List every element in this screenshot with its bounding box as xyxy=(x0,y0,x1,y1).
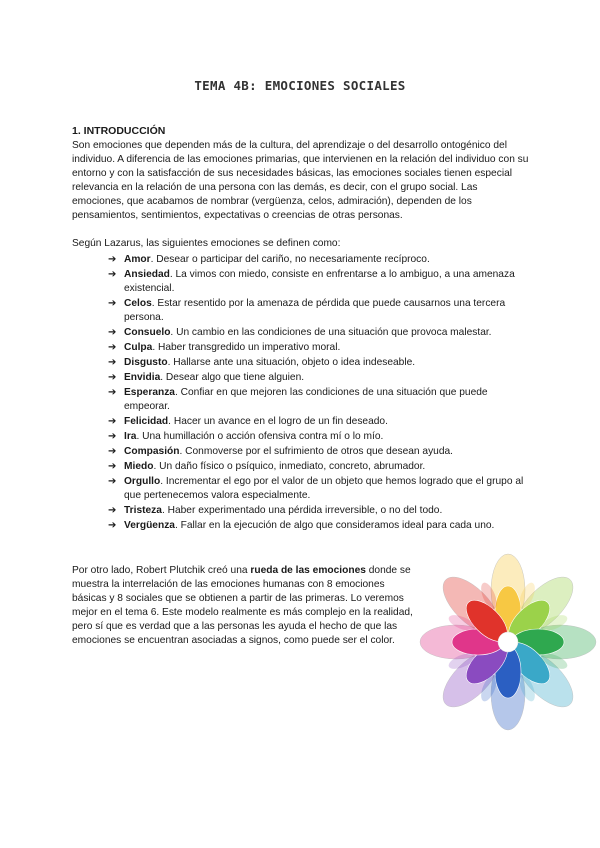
definition-term: Tristeza xyxy=(124,505,162,516)
definition-item xyxy=(108,356,532,370)
definition-term: Vergüenza xyxy=(124,520,175,531)
lazarus-intro: Según Lazarus, las siguientes emociones se definen como: xyxy=(72,238,341,249)
definition-text: . Desear o participar del cariño, no necesariamente recíproco. xyxy=(150,254,430,265)
arrow-icon: ➔ xyxy=(108,327,117,338)
plutchik-section xyxy=(72,564,414,648)
definition-item xyxy=(108,386,532,414)
definition-term: Amor xyxy=(124,254,151,265)
section-heading: 1. INTRODUCCIÓN xyxy=(72,125,166,137)
definition-item xyxy=(108,460,532,474)
definition-term: Esperanza xyxy=(124,387,175,398)
definition-text: . Confiar en que mejoren las condiciones de una situación que puede empeorar. xyxy=(124,387,488,412)
definition-item xyxy=(108,253,532,267)
arrow-icon: ➔ xyxy=(108,520,117,531)
definition-text: . Fallar en la ejecución de algo que consideramos ideal para cada uno. xyxy=(174,520,495,531)
definition-item xyxy=(108,504,532,518)
definition-term: Celos xyxy=(124,298,152,309)
definition-text: . Desear algo que tiene alguien. xyxy=(160,372,305,383)
definition-text: . La vimos con miedo, consiste en enfrentarse a lo ambiguo, a una amenaza existencial. xyxy=(124,269,515,294)
definition-term: Consuelo xyxy=(124,327,171,338)
definition-text: . Estar resentido por la amenaza de pérdida que puede causarnos una tercera persona. xyxy=(124,298,506,323)
definition-item xyxy=(108,519,532,533)
definition-item xyxy=(108,415,532,429)
intro-section xyxy=(72,124,532,534)
definition-item xyxy=(108,297,532,325)
definition-text: . Un daño físico o psíquico, inmediato, concreto, abrumador. xyxy=(153,461,426,472)
definition-text: . Un cambio en las condiciones de una situación que provoca malestar. xyxy=(170,327,492,338)
intro-paragraph: Son emociones que dependen más de la cultura, del aprendizaje o del desarrollo ontogénico del individuo. A diferencia de las emociones primarias, que intervienen en la relación del individuo con su entorno y con la satisfacción de sus necesidades básicas, las emociones sociales tienen especial relevancia en la relación de una persona con las demás, es decir, con el grupo social. Las emociones, que acabamos de nombrar (vergüenza, celos, admiración), dependen de los pensamientos, sentimientos, expectativas o creencias de otras personas. xyxy=(72,140,529,221)
arrow-icon: ➔ xyxy=(108,387,117,398)
definition-item xyxy=(108,268,532,296)
definition-term: Ansiedad xyxy=(124,269,170,280)
plutchik-text-before: Por otro lado, Robert Plutchik creó una xyxy=(72,565,251,576)
definitions-list xyxy=(72,253,532,533)
arrow-icon: ➔ xyxy=(108,461,117,472)
arrow-icon: ➔ xyxy=(108,269,117,280)
arrow-icon: ➔ xyxy=(108,372,117,383)
definition-text: . Conmoverse por el sufrimiento de otros que desean ayuda. xyxy=(179,446,454,457)
document-title: TEMA 4B: EMOCIONES SOCIALES xyxy=(194,78,406,93)
definition-item xyxy=(108,430,532,444)
definition-term: Disgusto xyxy=(124,357,168,368)
arrow-icon: ➔ xyxy=(108,254,117,265)
arrow-icon: ➔ xyxy=(108,298,117,309)
definition-term: Envidia xyxy=(124,372,161,383)
arrow-icon: ➔ xyxy=(108,416,117,427)
definition-item xyxy=(108,326,532,340)
definition-term: Miedo xyxy=(124,461,154,472)
definition-text: . Hallarse ante una situación, objeto o idea indeseable. xyxy=(167,357,416,368)
definition-term: Orgullo xyxy=(124,476,161,487)
arrow-icon: ➔ xyxy=(108,505,117,516)
definition-item xyxy=(108,371,532,385)
definition-text: . Haber transgredido un imperativo moral. xyxy=(152,342,341,353)
definition-text: . Una humillación o acción ofensiva contra mí o lo mío. xyxy=(136,431,384,442)
definition-term: Compasión xyxy=(124,446,180,457)
arrow-icon: ➔ xyxy=(108,446,117,457)
arrow-icon: ➔ xyxy=(108,476,117,487)
definition-term: Culpa xyxy=(124,342,153,353)
plutchik-highlight: rueda de las emociones xyxy=(250,565,366,576)
definition-term: Ira xyxy=(124,431,137,442)
definition-item xyxy=(108,341,532,355)
definition-item xyxy=(108,445,532,459)
wheel-center xyxy=(498,632,518,652)
plutchik-paragraph xyxy=(72,564,414,648)
plutchik-text-after: donde se muestra la interrelación de las emociones humanas con 8 emociones básicas y 8 sociales que se obtienen a partir de las primeras. Lo veremos mejor en el tema 6. Este modelo realmente es más complejo en la realidad, pero sí que es verdad que a las personas les ayuda el hecho de que las emociones se encuentran asociadas a signos, como puede ser el color. xyxy=(72,565,413,646)
definition-term: Felicidad xyxy=(124,416,169,427)
arrow-icon: ➔ xyxy=(108,342,117,353)
definition-text: . Hacer un avance en el logro de un fin deseado. xyxy=(168,416,388,427)
emotion-wheel-image xyxy=(418,552,598,732)
definition-text: . Haber experimentado una pérdida irreversible, o no del todo. xyxy=(161,505,443,516)
arrow-icon: ➔ xyxy=(108,357,117,368)
definition-item xyxy=(108,475,532,503)
arrow-icon: ➔ xyxy=(108,431,117,442)
definition-text: . Incrementar el ego por el valor de un objeto que hemos logrado que el grupo al que pertenecemos valora especialmente. xyxy=(124,476,524,501)
